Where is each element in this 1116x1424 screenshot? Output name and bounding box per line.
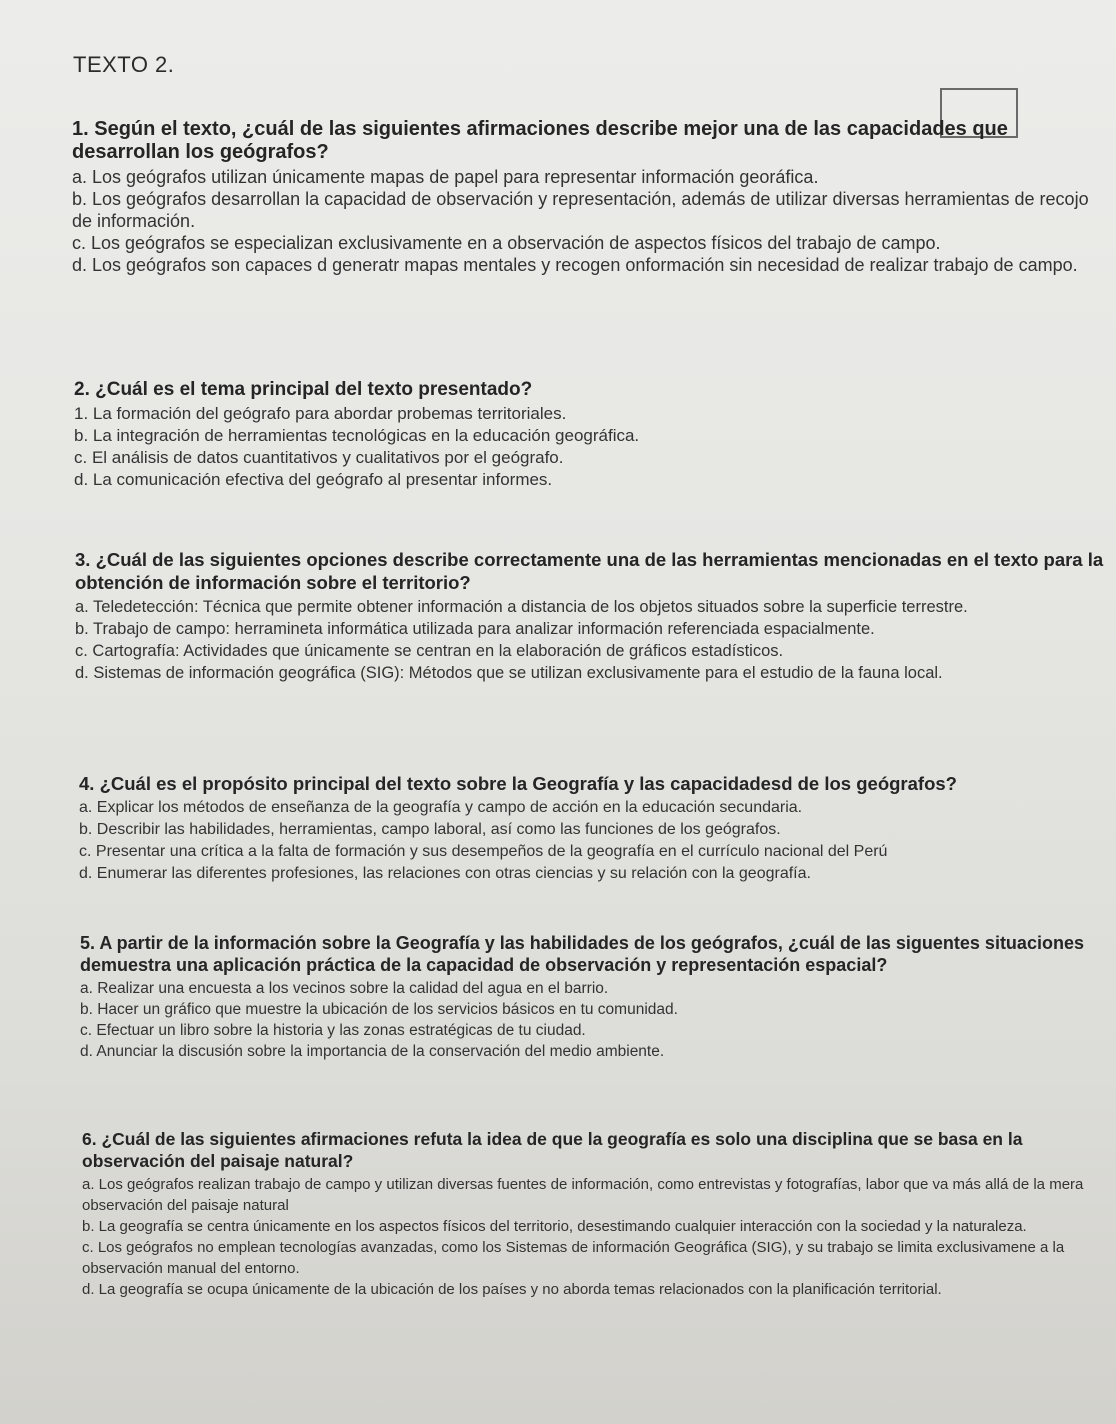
document-title: TEXTO 2. — [73, 52, 175, 77]
question-6-text: 6. ¿Cuál de las siguientes afirmaciones refuta la idea de que la geografía es solo una disciplina que se basa en la observación del paisaje natural? — [82, 1129, 1023, 1171]
question-3-option-a[interactable]: a. Teledetección: Técnica que permite obtener información a distancia de los objetos situados sobre la superficie terrestre. — [75, 598, 968, 616]
question-3 — [75, 548, 1105, 684]
question-6-option-c[interactable]: c. Los geógrafos no emplean tecnologías avanzadas, como los Sistemas de información Geográfica (SIG), y su trabajo se limita exclusivamene a la observación manual del entorno. — [82, 1239, 1065, 1277]
question-4-option-c[interactable]: c. Presentar una crítica a la falta de formación y sus desempeños de la geografía en el currículo nacional del Perú — [79, 843, 888, 860]
question-4 — [79, 772, 1109, 885]
question-2-option-c[interactable]: c. El análisis de datos cuantitativos y cualitativos por el geógrafo. — [74, 448, 564, 467]
question-3-text: 3. ¿Cuál de las siguientes opciones describe correctamente una de las herramientas mencionadas en el texto para la obtención de información sobre el territorio? — [75, 549, 1104, 593]
question-1-option-d[interactable]: d. Los geógrafos son capaces d generatr mapas mentales y recogen onformación sin necesidad de realizar trabajo de campo. — [72, 255, 1078, 275]
question-6-option-a[interactable]: a. Los geógrafos realizan trabajo de campo y utilizan diversas fuentes de información, como entrevistas y fotografías, labor que va más allá de la mera observación del paisaje natural — [82, 1176, 1084, 1214]
question-5 — [80, 932, 1110, 1062]
question-1-option-c[interactable]: c. Los geógrafos se especializan exclusivamente en a observación de aspectos físicos del trabajo de campo. — [72, 233, 941, 253]
question-3-option-d[interactable]: d. Sistemas de información geográfica (SIG): Métodos que se utilizan exclusivamente para el estudio de la fauna local. — [75, 664, 943, 682]
question-5-option-b[interactable]: b. Hacer un gráfico que muestre la ubicación de los servicios básicos en tu comunidad. — [80, 1001, 678, 1018]
question-4-option-a[interactable]: a. Explicar los métodos de enseñanza de la geografía y campo de acción en la educación secundaria. — [79, 799, 803, 816]
question-1-option-b[interactable]: b. Los geógrafos desarrollan la capacidad de observación y representación, además de utilizar diversas herramientas de recojo de información. — [72, 189, 1089, 231]
question-6 — [82, 1128, 1112, 1300]
question-6-option-b[interactable]: b. La geografía se centra únicamente en los aspectos físicos del territorio, desestimando cualquier interacción con la sociedad y la naturaleza. — [82, 1218, 1027, 1235]
question-3-option-b[interactable]: b. Trabajo de campo: herramineta informática utilizada para analizar información referenciada espacialmente. — [75, 620, 875, 638]
question-4-option-d[interactable]: d. Enumerar las diferentes profesiones, las relaciones con otras ciencias y su relación con la geografía. — [79, 865, 811, 882]
question-5-option-a[interactable]: a. Realizar una encuesta a los vecinos sobre la calidad del agua en el barrio. — [80, 980, 609, 997]
question-6-option-d[interactable]: d. La geografía se ocupa únicamente de la ubicación de los países y no aborda temas relacionados con la planificación territorial. — [82, 1281, 942, 1298]
question-1-option-a[interactable]: a. Los geógrafos utilizan únicamente mapas de papel para representar información georáfica. — [72, 167, 819, 187]
question-2-option-d[interactable]: d. La comunicación efectiva del geógrafo al presentar informes. — [74, 470, 553, 489]
question-5-option-d[interactable]: d. Anunciar la discusión sobre la importancia de la conservación del medio ambiente. — [80, 1043, 665, 1060]
question-3-option-c[interactable]: c. Cartografía: Actividades que únicamente se centran en la elaboración de gráficos estadísticos. — [75, 642, 784, 660]
question-5-text: 5. A partir de la información sobre la Geografía y las habilidades de los geógrafos, ¿cuál de las siguentes situaciones demuestra una aplicación práctica de la capacidad de observación y representación espacial? — [80, 933, 1084, 975]
question-1-text: 1. Según el texto, ¿cuál de las siguientes afirmaciones describe mejor una de las capacidades que desarrollan los geógrafos? — [72, 118, 1008, 163]
question-2-option-a[interactable]: 1. La formación del geógrafo para abordar probemas territoriales. — [74, 404, 567, 423]
question-2 — [74, 378, 1104, 491]
question-4-option-b[interactable]: b. Describir las habilidades, herramientas, campo laboral, así como las funciones de los geógrafos. — [79, 821, 781, 838]
question-4-text: 4. ¿Cuál es el propósito principal del texto sobre la Geografía y las capacidadesd de los geógrafos? — [79, 773, 957, 794]
question-1 — [72, 118, 1102, 276]
question-5-option-c[interactable]: c. Efectuar un libro sobre la historia y las zonas estratégicas de tu ciudad. — [80, 1022, 586, 1039]
question-2-option-b[interactable]: b. La integración de herramientas tecnológicas en la educación geográfica. — [74, 426, 640, 445]
question-2-text: 2. ¿Cuál es el tema principal del texto presentado? — [74, 379, 533, 400]
